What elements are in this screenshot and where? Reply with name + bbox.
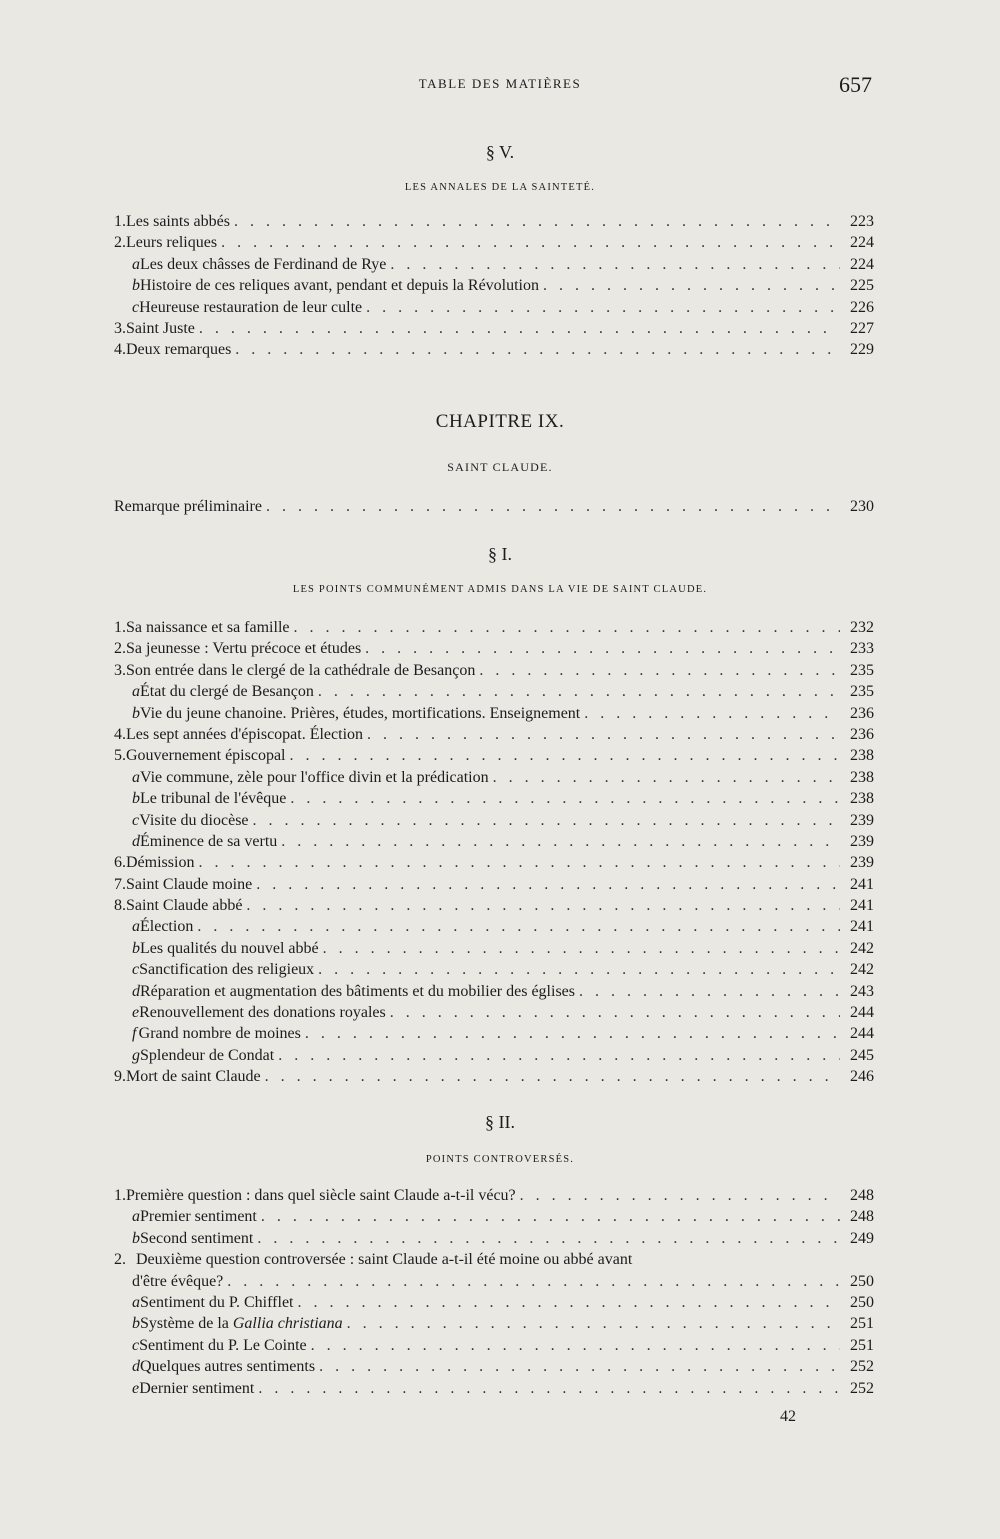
entry-text: Splendeur de Condat [140,1046,275,1064]
chapter-subtitle: SAINT CLAUDE. [447,460,553,474]
entry-letter: b [132,790,140,808]
entry-page: 249 [850,1229,874,1247]
entry-letter: b [132,1229,140,1247]
leader-dots [290,745,841,766]
leader-dots [543,275,840,296]
leader-dots [198,852,840,873]
toc-entry [114,681,874,702]
leader-dots [365,638,840,659]
entry-text: Sa naissance et sa famille [126,619,290,636]
toc-entry [114,1206,874,1227]
entry-letter: a [132,918,140,936]
entry-text: Saint Juste [126,319,195,337]
entry-letter: d [132,832,140,850]
entry-page: 250 [850,1272,874,1290]
toc-entry [114,745,874,766]
entry-text: Sa jeunesse : Vertu précoce et études [126,640,362,658]
leader-dots [390,1002,840,1023]
entry-letter: b [132,277,140,295]
toc-entry [114,981,874,1002]
leader-dots [579,981,840,1002]
leader-dots [584,703,840,724]
entry-text: Histoire de ces reliques avant, pendant et depuis la Révolution [140,277,539,295]
leader-dots [199,318,840,339]
leader-dots [261,1206,840,1227]
entry-number: 3. [114,319,126,337]
entry-text: Élection [140,918,194,936]
entry-text: Premier sentiment [140,1208,257,1226]
toc-entry [114,638,874,659]
entry-letter: c [132,811,140,829]
entry-text: Système de la Gallia christiana [140,1315,343,1333]
section-v-entries [114,211,874,361]
prelim-entry [114,496,874,517]
toc-entry [114,767,874,788]
entry-page: 239 [850,832,874,850]
toc-entry [114,1356,874,1377]
entry-letter: a [132,768,140,786]
entry-number: 2. [114,1251,126,1269]
toc-entry [114,617,874,638]
entry-page: 252 [850,1379,874,1397]
leader-dots [278,1045,840,1066]
entry-text: Renouvellement des donations royales [139,1004,386,1022]
entry-page: 224 [850,255,874,273]
entry-page: 244 [850,1004,874,1022]
entry-text: Vie commune, zèle pour l'office divin et la prédication [140,768,489,786]
entry-text: Sanctification des religieux [139,961,315,979]
leader-dots [253,810,840,831]
header-title: TABLE DES MATIÈRES [418,76,582,91]
entry-text: Sentiment du P. Chifflet [140,1293,294,1311]
entry-page: 226 [850,298,874,316]
toc-entry [114,1313,874,1334]
toc-entry [114,703,874,724]
entry-text: Démission [126,854,195,872]
entry-letter: b [132,1315,140,1333]
signature-mark: 42 [780,1408,796,1425]
leader-dots [479,660,840,681]
entry-text: Second sentiment [140,1229,254,1247]
entry-text: Les qualités du nouvel abbé [140,939,319,957]
entry-text: Remarque préliminaire [114,498,262,515]
running-header [0,72,1000,96]
entry-page: 238 [850,768,874,786]
entry-text: Son entrée dans le clergé de la cathédrale de Besançon [126,661,476,679]
entry-text: Grand nombre de moines [138,1025,301,1043]
entry-text: Dernier sentiment [139,1379,255,1397]
toc-entry [114,810,874,831]
entry-number: 6. [114,854,126,872]
leader-dots [257,1228,840,1249]
entry-letter: a [132,1208,140,1226]
leader-dots [227,1271,840,1292]
toc-entry [114,275,874,296]
entry-text: Vie du jeune chanoine. Prières, études, mortifications. Enseignement [140,704,581,722]
entry-text: Heureuse restauration de leur culte [139,298,363,316]
toc-entry [114,1023,874,1044]
toc-entry [114,724,874,745]
entry-number: 1. [114,1187,126,1204]
entry-number: 1. [114,213,126,230]
leader-dots [297,1292,840,1313]
chapter-title: CHAPITRE IX. [435,411,565,432]
entry-page: 229 [850,341,874,359]
entry-text: Deux remarques [126,341,232,359]
entry-text: Saint Claude moine [126,875,253,893]
entry-text: Mort de saint Claude [126,1068,261,1086]
entry-text: État du clergé de Besançon [140,683,314,701]
toc-entry [114,852,874,873]
leader-dots [390,254,840,275]
entry-number: 2. [114,234,126,252]
entry-letter: b [132,939,140,957]
entry-text: Première question : dans quel siècle saint Claude a-t-il vécu? [126,1187,516,1204]
leader-dots [311,1335,840,1356]
leader-dots [281,831,840,852]
leader-dots [318,681,840,702]
toc-entry [114,1045,874,1066]
toc-entry [114,1335,874,1356]
entry-page: 246 [850,1068,874,1086]
toc-entry [114,254,874,275]
page-number: 657 [839,72,872,97]
toc-entry [114,1066,874,1087]
entry-letter: d [132,1358,140,1376]
entry-letter: a [132,683,140,701]
entry-page: 236 [850,704,874,722]
entry-page: 241 [850,918,874,936]
leader-dots [305,1023,840,1044]
entry-page: 243 [850,982,874,1000]
toc-entry [114,660,874,681]
toc-entry [114,895,874,916]
entry-text: Les saints abbés [126,213,230,230]
entry-page: 233 [850,640,874,658]
toc-entry [114,938,874,959]
toc-entry [114,1185,874,1206]
entry-letter: c [132,1336,140,1354]
section-v-subtitle: LES ANNALES DE LA SAINTETÉ. [404,182,596,193]
toc-entry [114,339,874,360]
leader-dots [290,788,840,809]
entry-number: 9. [114,1068,126,1086]
entry-number: 8. [114,897,126,915]
entry-page: 250 [850,1293,874,1311]
leader-dots [347,1313,840,1334]
entry-text: Gouvernement épiscopal [126,747,286,765]
entry-page: 251 [850,1315,874,1333]
entry-letter: a [132,1293,140,1311]
section-ii-entries [114,1185,874,1399]
entry-text: Saint Claude abbé [126,897,243,915]
leader-dots [258,1378,840,1399]
entry-letter: f [132,1025,137,1043]
entry-letter: e [132,1379,140,1397]
entry-page: 252 [850,1358,874,1376]
entry-number: 1. [114,619,126,636]
leader-dots [493,767,840,788]
toc-entry [114,318,874,339]
entry-letter: c [132,298,140,316]
entry-page: 241 [850,875,874,893]
leader-dots [366,297,840,318]
entry-page: 241 [850,897,874,915]
entry-text: d'être évêque? [132,1272,224,1290]
entry-page: 230 [850,498,874,515]
entry-number: 4. [114,725,126,743]
section-i-subtitle: LES POINTS COMMUNÉMENT ADMIS DANS LA VIE DE SAINT CLAUDE. [292,584,708,595]
toc-entry [114,297,874,318]
entry-page: 235 [850,661,874,679]
entry-letter: g [132,1046,140,1064]
section-i-mark: § I. [488,544,512,564]
toc-entry [114,232,874,253]
leader-dots [367,724,840,745]
entry-number: 7. [114,875,126,893]
section-ii-mark: § II. [485,1112,515,1132]
leader-dots [319,1356,840,1377]
toc-entry [114,916,874,937]
leader-dots [323,938,840,959]
leader-dots [197,916,840,937]
entry-letter: d [132,982,140,1000]
toc-entry [114,1002,874,1023]
entry-page: 235 [850,683,874,701]
entry-page: 238 [850,747,874,765]
toc-entry [114,496,874,517]
entry-text: Les deux châsses de Ferdinand de Rye [140,255,387,273]
leader-dots [246,895,840,916]
entry-page: 245 [850,1046,874,1064]
section-ii-subtitle: POINTS CONTROVERSÉS. [425,1154,575,1165]
toc-entry [114,1378,874,1399]
toc-entry [114,1249,874,1270]
toc-entry [114,1292,874,1313]
leader-dots [256,874,840,895]
toc-entry [114,211,874,232]
entry-number: 4. [114,341,126,359]
entry-text: Quelques autres sentiments [140,1358,316,1376]
entry-page: 232 [850,619,874,636]
leader-dots [520,1185,840,1206]
entry-text: Sentiment du P. Le Cointe [139,1336,307,1354]
entry-letter: b [132,704,140,722]
entry-page: 244 [850,1025,874,1043]
leader-dots [294,617,841,638]
entry-page: 242 [850,961,874,979]
entry-page: 251 [850,1336,874,1354]
entry-page: 225 [850,277,874,295]
toc-entry [114,959,874,980]
entry-page: 248 [850,1208,874,1226]
entry-page: 227 [850,319,874,337]
entry-text: Visite du diocèse [139,811,249,829]
leader-dots [266,496,840,517]
entry-page: 239 [850,854,874,872]
toc-entry [114,1271,874,1292]
entry-page: 224 [850,234,874,252]
entry-page: 236 [850,725,874,743]
entry-letter: e [132,1004,140,1022]
leader-dots [265,1066,840,1087]
entry-text: Leurs reliques [126,234,218,252]
entry-page: 239 [850,811,874,829]
entry-number: 5. [114,747,126,765]
entry-text: Les sept années d'épiscopat. Élection [126,725,364,743]
entry-page: 242 [850,939,874,957]
entry-letter: c [132,961,140,979]
entry-number: 3. [114,661,126,679]
section-i-entries [114,617,874,1088]
entry-italic-text: Gallia christiana [232,1315,343,1333]
toc-entry [114,874,874,895]
entry-number: 2. [114,640,126,658]
section-v-mark: § V. [485,142,515,162]
entry-text: Éminence de sa vertu [140,832,278,850]
leader-dots [221,232,840,253]
entry-page: 223 [850,213,874,230]
entry-text: Deuxième question controversée : saint Claude a-t-il été moine ou abbé avant [136,1251,633,1269]
toc-entry [114,831,874,852]
leader-dots [318,959,840,980]
entry-text: Le tribunal de l'évêque [140,790,287,808]
leader-dots [235,339,840,360]
toc-entry [114,788,874,809]
entry-text: Réparation et augmentation des bâtiments et du mobilier des églises [140,982,575,1000]
toc-entry [114,1228,874,1249]
entry-letter: a [132,255,140,273]
entry-page: 238 [850,790,874,808]
leader-dots [234,211,840,232]
entry-page: 248 [850,1187,874,1204]
